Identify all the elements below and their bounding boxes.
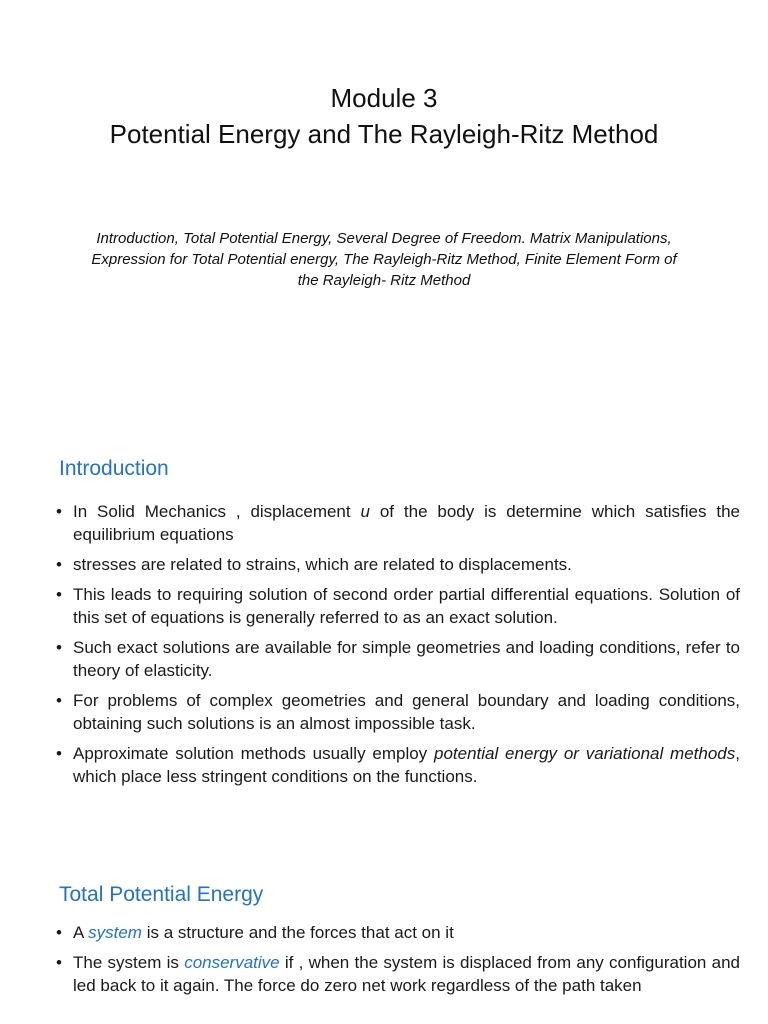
bullet-text: This leads to requiring solution of second order partial differential equations. Solution of this set of equations is generally referred to as an exact solution.	[73, 585, 740, 627]
module-title: Module 3	[330, 83, 438, 113]
list-item	[56, 921, 740, 944]
bullet-text	[73, 742, 740, 788]
list-item	[56, 553, 740, 576]
bullet-text	[73, 921, 740, 944]
emphasis-text: system	[88, 923, 142, 942]
text-run: The system is	[73, 953, 185, 972]
title-block	[0, 80, 768, 152]
bullet-icon: •	[56, 555, 62, 574]
bullet-icon: •	[56, 953, 62, 972]
list-item	[56, 636, 740, 682]
text-run: is a structure and the forces that act on it	[141, 923, 454, 942]
text-run: of the body is determine which satisfies the equilibrium equations	[73, 502, 740, 544]
bullet-icon: •	[56, 691, 62, 710]
list-item	[56, 951, 740, 997]
list-item	[56, 500, 740, 546]
text-run: In Solid Mechanics , displacement	[73, 502, 361, 521]
bullet-icon: •	[56, 502, 62, 521]
topics-summary: Introduction, Total Potential Energy, Several Degree of Freedom. Matrix Manipulations, Expression for Total Potential energy, The Rayleigh-Ritz Method, Finite Element Form of the Rayleigh- Ritz Method	[91, 230, 677, 289]
bullet-icon: •	[56, 638, 62, 657]
text-run: Approximate solution methods usually employ	[73, 744, 434, 763]
section-heading-introduction: Introduction	[59, 457, 169, 480]
bullet-icon: •	[56, 744, 62, 763]
bullet-icon: •	[56, 585, 62, 604]
bullet-text: stresses are related to strains, which are related to displacements.	[73, 555, 572, 574]
text-run: A	[73, 923, 89, 942]
bullet-text: For problems of complex geometries and general boundary and loading conditions, obtaining such solutions is an almost impossible task.	[73, 691, 740, 733]
emphasis-text: u	[360, 502, 370, 521]
introduction-bullet-list	[56, 500, 740, 795]
total-potential-energy-bullet-list	[56, 921, 740, 1004]
page-title: Potential Energy and The Rayleigh-Ritz Method	[109, 119, 659, 149]
list-item	[56, 689, 740, 735]
bullet-icon: •	[56, 923, 62, 942]
emphasis-text: conservative	[184, 953, 280, 972]
section-heading-total-potential-energy: Total Potential Energy	[59, 883, 264, 906]
bullet-text	[73, 951, 740, 997]
emphasis-text: potential energy or variational methods	[433, 744, 736, 763]
list-item	[56, 583, 740, 629]
text-run: , which place less stringent conditions on the functions.	[73, 744, 740, 786]
bullet-text: Such exact solutions are available for simple geometries and loading conditions, refer to theory of elasticity.	[73, 638, 740, 680]
bullet-text	[73, 500, 740, 546]
text-run: if , when the system is displaced from any configuration and led back to it again. The force do zero net work regardless of the path taken	[73, 953, 740, 995]
list-item	[56, 742, 740, 788]
